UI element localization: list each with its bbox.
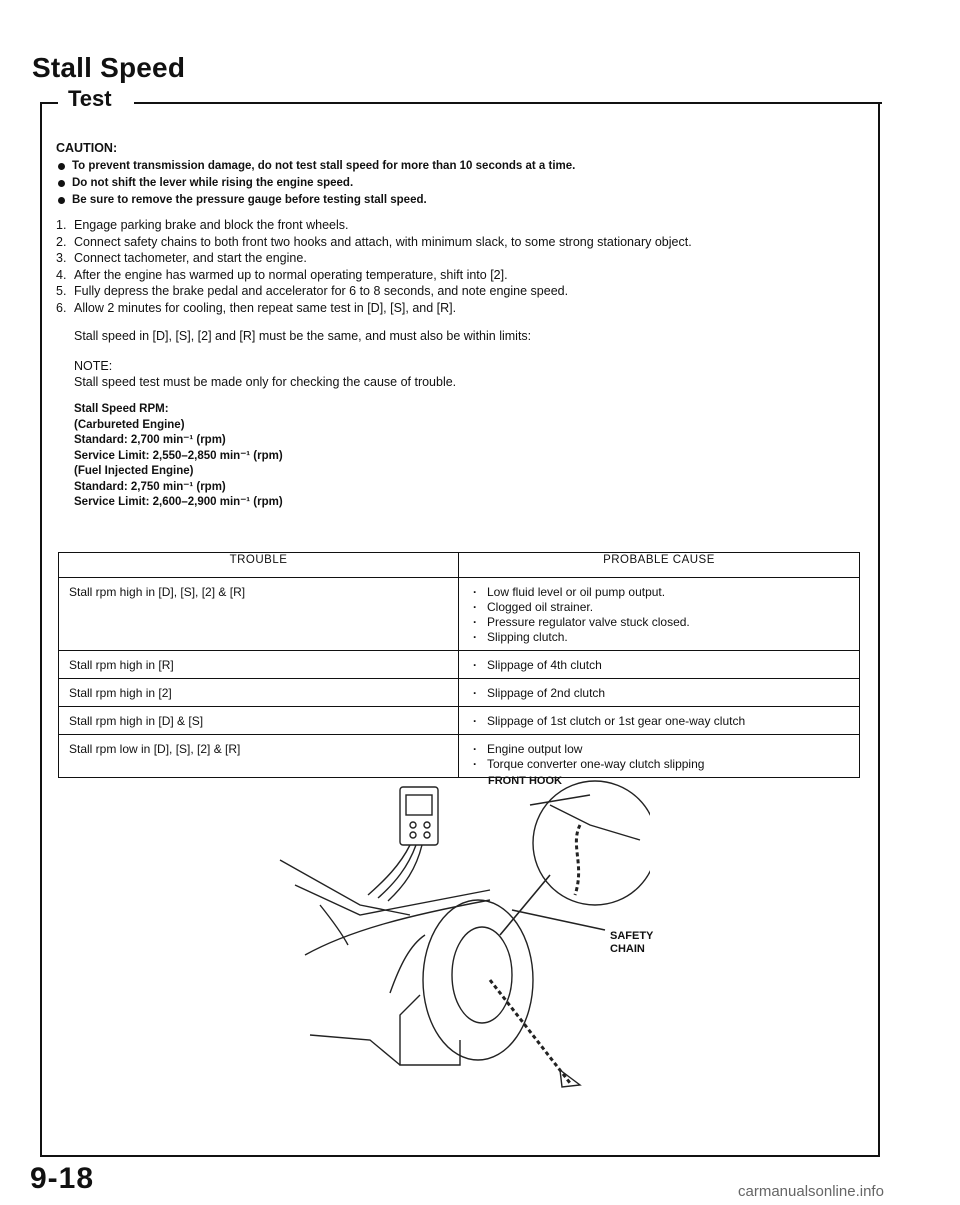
- header-trouble: TROUBLE: [59, 553, 459, 578]
- spec-carb-service-limit: Service Limit: 2,550–2,850 min⁻¹ (rpm): [74, 449, 283, 462]
- stall-speed-spec: [74, 402, 866, 511]
- caution-item: To prevent transmission damage, do not test stall speed for more than 10 seconds at a time.: [56, 158, 866, 175]
- spec-carb-standard: Standard: 2,700 min⁻¹ (rpm): [74, 434, 226, 446]
- table-row: [59, 679, 860, 707]
- table-row: [59, 651, 860, 679]
- trouble-cell: Stall rpm high in [2]: [59, 679, 459, 707]
- step-text: Connect tachometer, and start the engine.: [74, 251, 307, 265]
- spec-carb-engine: (Carbureted Engine): [74, 418, 185, 431]
- page-title: Stall Speed: [32, 52, 186, 83]
- step-item: [56, 300, 866, 317]
- safety-chain-label-line1: SAFETY: [610, 930, 654, 942]
- step-number: 3.: [56, 251, 67, 265]
- cause-list: [469, 658, 851, 673]
- spec-title: Stall Speed RPM:: [74, 403, 169, 415]
- step-item: [56, 267, 866, 284]
- caution-label: CAUTION:: [56, 141, 118, 155]
- page-number: 9-18: [30, 1162, 95, 1195]
- tachometer-icon: [368, 787, 438, 901]
- safety-chain-label: [610, 930, 653, 956]
- front-hook-detail-icon: [533, 781, 650, 905]
- note-text: Stall speed test must be made only for checking the cause of trouble.: [74, 375, 457, 389]
- frame-top-left-rule: [40, 102, 58, 104]
- cause-item: · Slippage of 4th clutch: [469, 658, 851, 673]
- step-item: [56, 234, 866, 251]
- safety-chain-label-line2: CHAIN: [610, 943, 645, 955]
- note-label: NOTE:: [74, 359, 113, 373]
- step-number: 6.: [56, 300, 67, 315]
- cause-cell: [459, 651, 860, 679]
- table-row: [59, 578, 860, 651]
- cause-item: · Slipping clutch.: [469, 630, 851, 645]
- cause-item: · Slippage of 2nd clutch: [469, 686, 851, 701]
- step-text: Connect safety chains to both front two hooks and attach, with minimum slack, to some strong stationary object.: [74, 234, 692, 249]
- callout-lines: [500, 795, 605, 935]
- frame-top-right-rule: [134, 102, 882, 104]
- cause-cell: [459, 679, 860, 707]
- cause-item: · Pressure regulator valve stuck closed.: [469, 615, 851, 630]
- stall-test-illustration: [250, 765, 650, 1090]
- step-text: Engage parking brake and block the front wheels.: [74, 218, 349, 232]
- trouble-cell: Stall rpm high in [R]: [59, 651, 459, 679]
- tire-icon: [310, 900, 533, 1065]
- cause-list: [469, 714, 851, 729]
- step-number: 2.: [56, 234, 67, 249]
- trouble-cell: Stall rpm high in [D] & [S]: [59, 707, 459, 735]
- step-number: 4.: [56, 267, 67, 282]
- step-item: [56, 283, 866, 300]
- header-probable-cause: PROBABLE CAUSE: [459, 553, 860, 578]
- trouble-cell: Stall rpm high in [D], [S], [2] & [R]: [59, 578, 459, 651]
- step-text: Fully depress the brake pedal and accelerator for 6 to 8 seconds, and note engine speed.: [74, 284, 569, 298]
- front-hook-label: FRONT HOOK: [488, 775, 562, 787]
- spec-fuel-standard: Standard: 2,750 min⁻¹ (rpm): [74, 480, 226, 493]
- procedure-steps: [56, 217, 866, 316]
- cause-item: · Clogged oil strainer.: [469, 600, 851, 615]
- step-text: After the engine has warmed up to normal operating temperature, shift into [2].: [74, 267, 508, 282]
- caution-item: Do not shift the lever while rising the engine speed.: [56, 175, 866, 192]
- trouble-cell: Stall rpm low in [D], [S], [2] & [R]: [59, 735, 459, 778]
- step-number: 1.: [56, 218, 67, 232]
- cause-item: · Engine output low: [469, 742, 851, 757]
- cause-item: · Slippage of 1st clutch or 1st gear one-way clutch: [469, 714, 851, 729]
- troubleshooting-table: [58, 552, 860, 778]
- table-row: [59, 707, 860, 735]
- cause-list: [469, 585, 851, 645]
- spec-fuel-service-limit: Service Limit: 2,600–2,900 min⁻¹ (rpm): [74, 496, 283, 508]
- step-text: Allow 2 minutes for cooling, then repeat same test in [D], [S], and [R].: [74, 300, 457, 315]
- step-item: [56, 250, 866, 267]
- step-number: 5.: [56, 284, 67, 298]
- section-title: Test: [64, 86, 116, 112]
- watermark: carmanualsonline.info: [738, 1183, 884, 1200]
- cause-cell: [459, 707, 860, 735]
- stall-speed-requirement: Stall speed in [D], [S], [2] and [R] must be the same, and must also be within limits:: [74, 329, 532, 343]
- spec-fuel-engine: (Fuel Injected Engine): [74, 465, 194, 477]
- cause-cell: [459, 578, 860, 651]
- note-block: [74, 358, 866, 390]
- step-item: [56, 217, 866, 234]
- chain-icon: [490, 980, 580, 1087]
- cause-item: · Low fluid level or oil pump output.: [469, 585, 851, 600]
- cause-list: [469, 686, 851, 701]
- cause-item: · Torque converter one-way clutch slipping: [469, 757, 851, 772]
- caution-item: Be sure to remove the pressure gauge before testing stall speed.: [56, 192, 866, 209]
- test-content: [56, 140, 866, 511]
- table-header-row: [59, 553, 860, 578]
- caution-list: [56, 158, 866, 209]
